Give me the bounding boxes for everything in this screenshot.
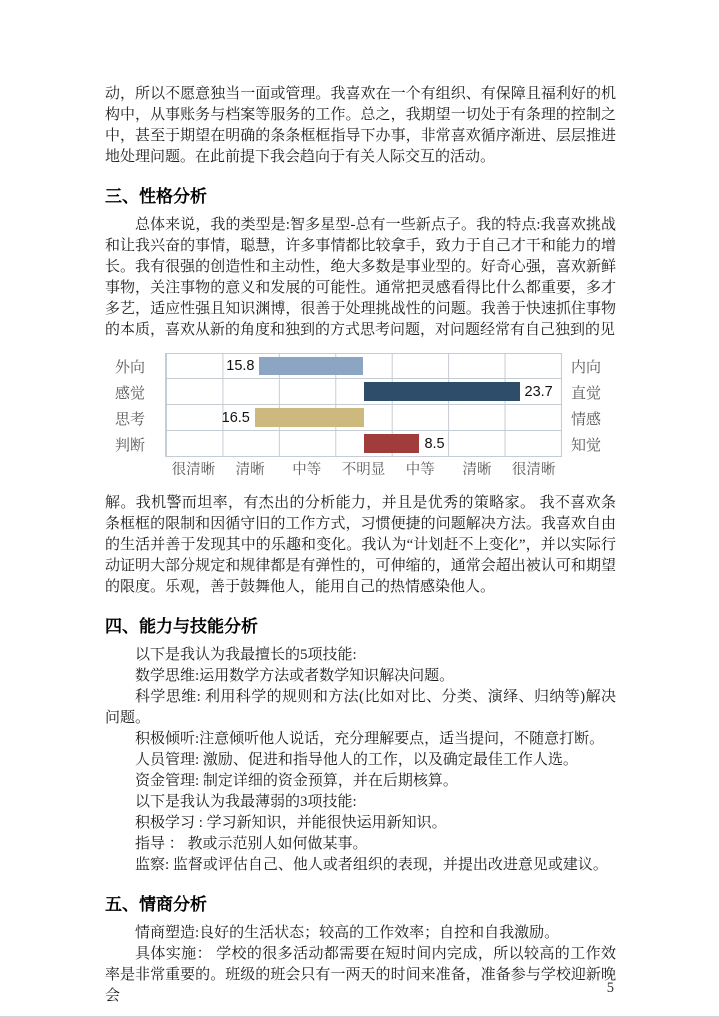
skill-line: 资金管理: 制定详细的资金预算，并在后期核算。 [135, 773, 458, 789]
paragraph-personality-1: 总体来说，我的类型是:智多星型-总有一些新点子。我的特点:我喜欢挑战和让我兴奋的事情，聪慧，许多事情都比较拿手，致力于自己才干和能力的增长。我有很强的创造性和主动性，绝大多数是事业型的。好奇心强，喜欢新鲜事物，关注事物的意义和发展的可能性。通常把灵感看得比什么都重要，多才多艺，适应性强且知识渊博，很善于处理挑战性的问题。我善于快速抓住事物的本质，喜欢从新的角度和独到的方式思考问题，对问题经常有自己独到的见 [105, 217, 616, 338]
paragraph-eq-2: 具体实施： 学校的很多活动都需要在短时间内完成，所以较高的工作效率是非常重要的。班级的班会只有一两天的时间来准备，准备参与学校迎新晚会 [105, 946, 616, 1004]
pole-label-left: 思考 [115, 410, 146, 428]
skill-line: 积极学习 : 学习新知识，并能很快运用新知识。 [135, 815, 447, 831]
skill-line: 以下是我认为我最擅长的5项技能: [135, 647, 357, 663]
chart-row-judging [111, 431, 616, 457]
axis-label: 不明显 [341, 462, 386, 478]
axis-spacer [111, 457, 165, 483]
section-heading-personality: 三、性格分析 [105, 187, 207, 206]
bar-value-label: 15.8 [226, 358, 255, 374]
chart-row-extraversion [111, 353, 616, 379]
axis-label: 中等 [405, 462, 435, 478]
skill-line: 人员管理: 激励、促进和指导他人的工作，以及确定最佳工作人选。 [135, 752, 578, 768]
bar-value-label: 16.5 [221, 409, 250, 426]
dimension-bar [255, 408, 364, 427]
bar-value-label: 8.5 [424, 435, 445, 452]
skill-line: 科学思维: 利用科学的规则和方法(比如对比、分类、演绎、归纳等)解决问题。 [105, 689, 616, 726]
dimension-bar [364, 434, 420, 453]
pole-label-right: 知觉 [571, 436, 602, 454]
page-number: 5 [606, 980, 614, 996]
dimension-bar [259, 357, 363, 375]
axis-label: 中等 [292, 462, 322, 478]
pole-label-right: 直觉 [571, 384, 602, 402]
paragraph-intro: 动，所以不愿意独当一面或管理。我喜欢在一个有组织、有保障且福利好的机构中，从事账务与档案等服务的工作。总之，我期望一切处于有条理的控制之中，甚至于期望在明确的条条框框指导下办事，非常喜欢循序渐进、层层推进地处理问题。在此前提下我会趋向于有关人际交互的活动。 [105, 86, 616, 165]
pole-label-left: 外向 [115, 358, 146, 376]
skill-line: 以下是我认为我最薄弱的3项技能: [135, 794, 357, 810]
axis-label: 清晰 [462, 462, 492, 478]
bar-value-label: 23.7 [524, 383, 553, 400]
axis-spacer [562, 457, 616, 483]
axis-label: 很清晰 [171, 462, 216, 478]
axis-label: 清晰 [235, 462, 265, 478]
skill-line: 积极倾听:注意倾听他人说话，充分理解要点，适当提问，不随意打断。 [135, 731, 605, 747]
chart-grid [165, 379, 562, 405]
skill-line: 指导 ： 教或示范别人如何做某事。 [135, 836, 368, 852]
chart-row-thinking [111, 405, 616, 431]
chart-axis-row [111, 457, 616, 483]
chart-row-sensing [111, 379, 616, 405]
chart-grid [165, 353, 562, 379]
paragraph-personality-2: 解。我机警而坦率，有杰出的分析能力，并且是优秀的策略家。 我不喜欢条条框框的限制和因循守旧的工作方式，习惯便捷的问题解决方法。我喜欢自由的生活并善于发现其中的乐趣和变化。我认为“计划赶不上变化”，并以实际行动证明大部分规定和规律都是有弹性的，可伸缩的，通常会超出被认可和期望的限度。乐观，善于鼓舞他人，能用自己的热情感染他人。 [105, 495, 616, 595]
dimension-bar [364, 382, 520, 401]
axis-label: 很清晰 [511, 462, 556, 478]
section-heading-skills: 四、能力与技能分析 [105, 617, 258, 636]
pole-label-right: 内向 [571, 358, 602, 376]
chart-grid [165, 405, 562, 431]
pole-label-left: 感觉 [115, 384, 146, 402]
paragraph-eq-1: 情商塑造:良好的生活状态；较高的工作效率；自控和自我激励。 [135, 925, 560, 941]
chart-grid [165, 431, 562, 457]
personality-dimension-chart [111, 353, 616, 483]
axis-labels [165, 457, 562, 483]
pole-label-left: 判断 [115, 436, 146, 454]
skill-line: 监察: 监督或评估自己、他人或者组织的表现，并提出改进意见或建议。 [135, 857, 608, 873]
skill-line: 数学思维:运用数学方法或者数学知识解决问题。 [135, 668, 455, 684]
pole-label-right: 情感 [571, 410, 602, 428]
section-heading-eq: 五、情商分析 [105, 895, 207, 914]
